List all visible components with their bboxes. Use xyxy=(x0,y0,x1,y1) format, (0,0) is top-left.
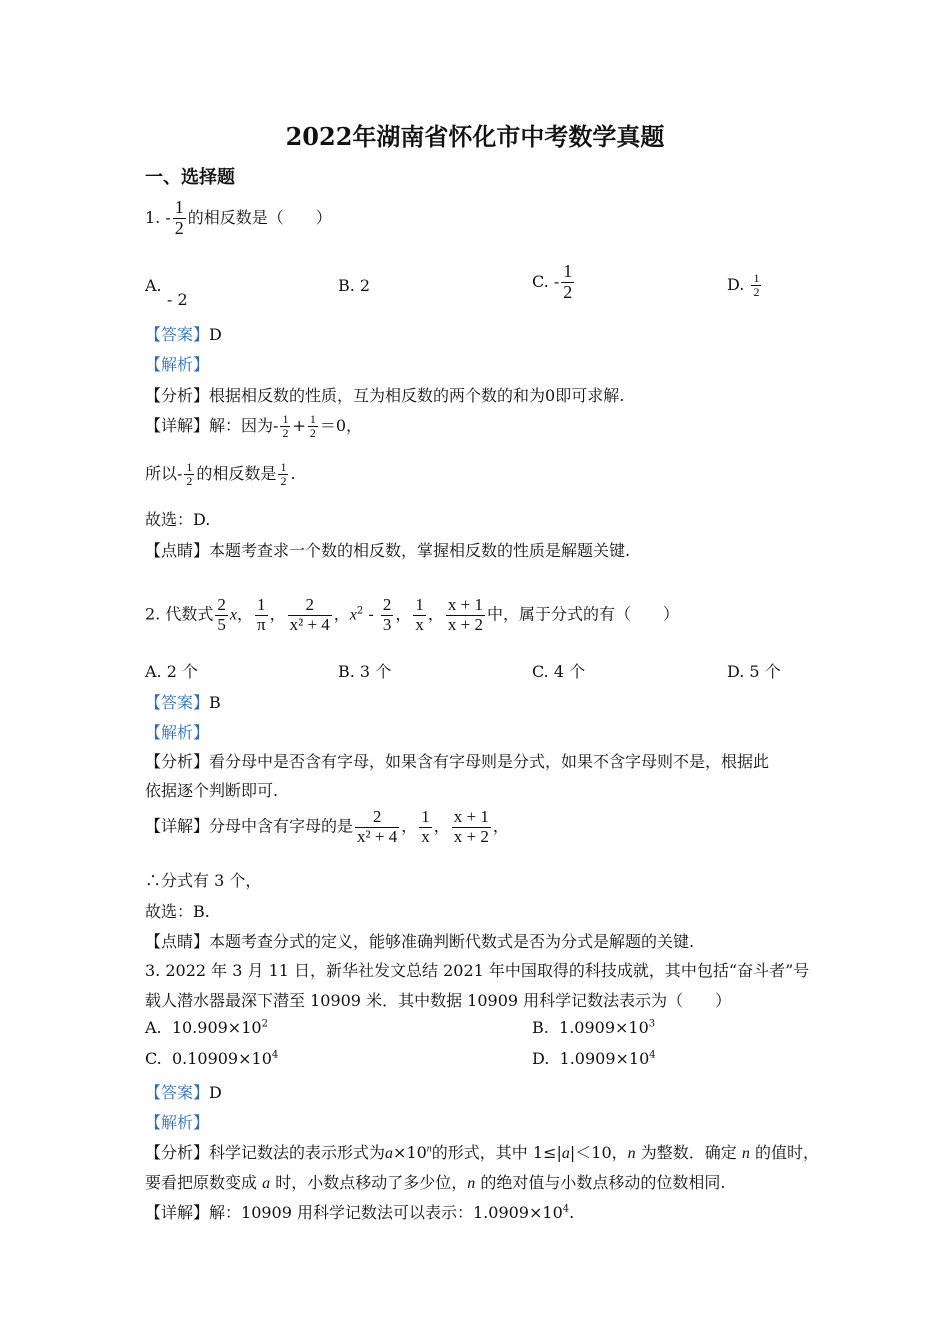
q3-option-d: D. $1.0909\times 10^4$ xyxy=(532,1049,656,1068)
q1-dianjing: 【点睛】本题考查求一个数的相反数，掌握相反数的性质是解题关键. xyxy=(145,541,631,560)
question-3-cont: 载人潜水器最深下潜至 10909 米．其中数据 10909 用科学记数法表示为（ ） xyxy=(145,991,732,1010)
question-2: 2. 代数式 $\frac{2}{5}$ x， $\frac{1}{\pi}$ ， $\frac{2}{\text{x² + 4}}$ ，$x^2$ - $\frac{2}{3}$ ， $\frac{1}{x}$ ， $\frac{x + 1}{x + 2}$ 中，属于分式的有（ ） xyxy=(145,595,679,634)
q2-jiexi: 【解析】 xyxy=(145,723,210,742)
q1-answer: 【答案】D xyxy=(145,325,222,344)
q2-option-b: B. 3 个 xyxy=(338,662,392,681)
q1-option-d: D. $\frac{1}{2}$ xyxy=(727,271,760,300)
q3-answer: 【答案】D xyxy=(145,1083,222,1102)
q1-xiangjie: 【详解】解：因为- $\frac{1}{2}$ + $\frac{1}{2}$ ＝0， xyxy=(145,412,363,441)
page-title: 2022年湖南省怀化市中考数学真题 xyxy=(285,122,665,151)
q2-option-c: C. 4 个 xyxy=(532,662,586,681)
q2-dianjing: 【点睛】本题考查分式的定义，能够准确判断代数式是否为分式是解题的关键. xyxy=(145,932,695,951)
fraction: $\frac{1}{2}$ xyxy=(174,197,184,238)
q1-option-a: A. - 2 xyxy=(145,276,188,309)
q2-xiangjie: 【详解】分母中含有字母的是 $\frac{2}{\text{x² + 4}}$ ， $\frac{1}{x}$ ， $\frac{x + 1}{x + 2}$ ， xyxy=(145,807,509,846)
q3-option-c: C. $0.10909\times 10^4$ xyxy=(145,1049,279,1068)
q1-suoyi: 所以- $\frac{1}{2}$ 的相反数是 $\frac{1}{2}$ . xyxy=(145,460,296,489)
q2-option-a: A. 2 个 xyxy=(145,662,198,681)
q2-guxuan: 故选：B. xyxy=(145,902,210,921)
q3-jiexi: 【解析】 xyxy=(145,1113,210,1132)
question-3: 3. 2022 年 3 月 11 日，新华社发文总结 2021 年中国取得的科技成就，其中包括“奋斗者”号 xyxy=(145,961,810,980)
q2-option-d: D. 5 个 xyxy=(727,662,781,681)
q3-xiangjie: 【详解】解：10909 用科学记数法可以表示：$1.0909\times 10^4$. xyxy=(145,1203,575,1222)
q3-fenxi: 【分析】科学记数法的表示形式为$a\times 10^n$的形式，其中 1≤|a|＜10，n 为整数．确定 n 的值时， xyxy=(145,1143,819,1162)
section-heading: 一、选择题 xyxy=(145,167,235,188)
q3-fenxi-cont: 要看把原数变成 a 时，小数点移动了多少位，n 的绝对值与小数点移动的位数相同. xyxy=(145,1173,726,1192)
q2-answer: 【答案】B xyxy=(145,693,221,712)
q1-option-b: B. 2 xyxy=(338,276,371,295)
q1-jiexi: 【解析】 xyxy=(145,355,210,374)
q2-fenxi-cont: 依据逐个判断即可. xyxy=(145,781,279,800)
q2-count: ∴分式有 3 个， xyxy=(145,871,262,890)
q3-option-b: B. $1.0909\times 10^3$ xyxy=(532,1018,656,1037)
q1-guxuan: 故选：D. xyxy=(145,510,211,529)
q3-option-a: A. $10.909\times 10^2$ xyxy=(145,1018,268,1037)
q1-option-c: C. - $\frac{1}{2}$ xyxy=(532,261,573,302)
q1-fenxi: 【分析】根据相反数的性质，互为相反数的两个数的和为0即可求解. xyxy=(145,386,625,405)
q2-fenxi: 【分析】看分母中是否含有字母，如果含有字母则是分式，如果不含字母则不是，根据此 xyxy=(145,752,770,771)
question-1: 1. - $\frac{1}{2}$ 的相反数是（ ） xyxy=(145,197,332,238)
